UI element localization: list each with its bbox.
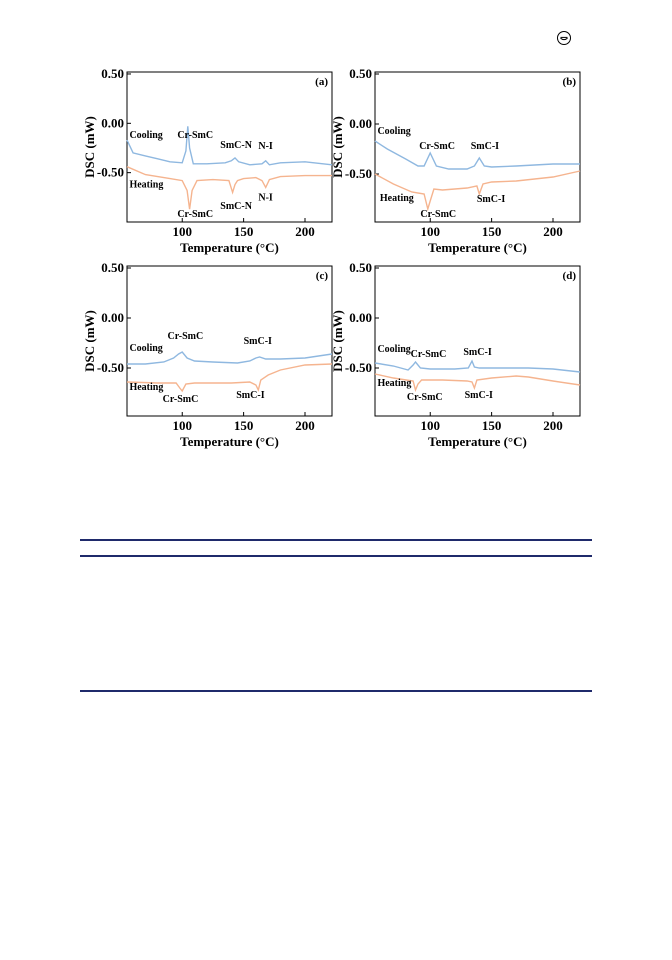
y-tick-label: 0.50: [101, 65, 124, 81]
x-tick-label: 150: [233, 224, 254, 239]
panel-tag: (a): [315, 76, 328, 88]
dsc-chart-a: [80, 62, 340, 262]
annotation-label: Cr-SmC: [419, 141, 455, 152]
y-tick-label: 0.50: [349, 260, 372, 275]
annotation-label: SmC-I: [470, 141, 500, 152]
y-tick-label: -0.50: [344, 360, 372, 375]
y-tick-label: 0.00: [101, 310, 124, 325]
x-axis-label: Temperature (°C): [428, 240, 527, 255]
annotation-label: SmC-N: [220, 201, 252, 213]
plot-frame: [127, 266, 332, 416]
x-tick-label: 100: [420, 224, 440, 239]
panel-tag: (c): [315, 270, 328, 282]
x-axis-label: Temperature (°C): [180, 434, 279, 449]
x-tick-label: 200: [295, 418, 315, 433]
annotation-label: SmC-I: [464, 390, 493, 401]
dsc-chart-b: [328, 62, 588, 262]
y-axis-label: DSC (mW): [82, 116, 97, 178]
y-axis-label: DSC (mW): [82, 310, 97, 372]
annotation-label: Heating: [377, 378, 412, 389]
y-tick-label: 0.50: [349, 66, 372, 81]
annotation-label: N-I: [258, 140, 273, 152]
rule-top: [80, 539, 592, 541]
annotation-label: Cooling: [129, 343, 163, 354]
x-tick-label: 100: [172, 224, 192, 239]
annotation-label: Cr-SmC: [177, 130, 214, 142]
x-tick-label: 200: [543, 224, 563, 239]
annotation-label: Heating: [129, 179, 164, 191]
annotation-label: Heating: [129, 382, 164, 393]
annotation-label: Cr-SmC: [162, 394, 199, 405]
rule-middle: [80, 555, 592, 557]
annotation-label: Cr-SmC: [420, 209, 457, 220]
annotation-label: Heating: [379, 193, 414, 204]
x-tick-label: 100: [420, 418, 440, 433]
dsc-chart-d: [328, 256, 588, 456]
annotation-label: Cooling: [377, 126, 411, 137]
x-tick-label: 150: [481, 224, 502, 239]
panel-tag: (b): [562, 76, 576, 88]
dsc-chart-c: [80, 256, 340, 456]
circle-info-icon: [556, 30, 572, 46]
annotation-label: SmC-I: [476, 194, 506, 205]
annotation-label: N-I: [258, 192, 273, 204]
x-axis-label: Temperature (°C): [180, 240, 279, 255]
annotation-label: Cooling: [129, 130, 163, 142]
x-tick-label: 150: [233, 418, 254, 433]
y-tick-label: 0.00: [349, 310, 372, 325]
rule-bottom: [80, 690, 592, 692]
y-axis-label: DSC (mW): [330, 116, 345, 178]
x-tick-label: 200: [543, 418, 563, 433]
y-tick-label: 0.50: [101, 260, 124, 275]
x-tick-label: 100: [172, 418, 192, 433]
y-tick-label: 0.00: [349, 116, 372, 131]
series-line-cooling: [375, 361, 580, 372]
annotation-label: SmC-I: [463, 347, 492, 358]
annotation-label: Cr-SmC: [406, 392, 443, 403]
annotation-label: SmC-I: [243, 336, 272, 347]
panel-tag: (d): [562, 270, 576, 282]
x-tick-label: 150: [481, 418, 502, 433]
annotation-label: Cr-SmC: [167, 331, 204, 342]
annotation-label: Cr-SmC: [410, 349, 447, 360]
y-tick-label: 0.00: [101, 115, 124, 131]
x-tick-label: 200: [295, 224, 315, 239]
annotation-label: SmC-I: [236, 390, 265, 401]
y-tick-label: -0.50: [344, 166, 372, 181]
y-axis-label: DSC (mW): [330, 310, 345, 372]
annotation-label: SmC-N: [220, 139, 252, 151]
annotation-label: Cr-SmC: [177, 209, 214, 221]
annotation-label: Cooling: [377, 344, 411, 355]
y-tick-label: -0.50: [96, 164, 124, 180]
y-tick-label: -0.50: [96, 360, 124, 375]
x-axis-label: Temperature (°C): [428, 434, 527, 449]
